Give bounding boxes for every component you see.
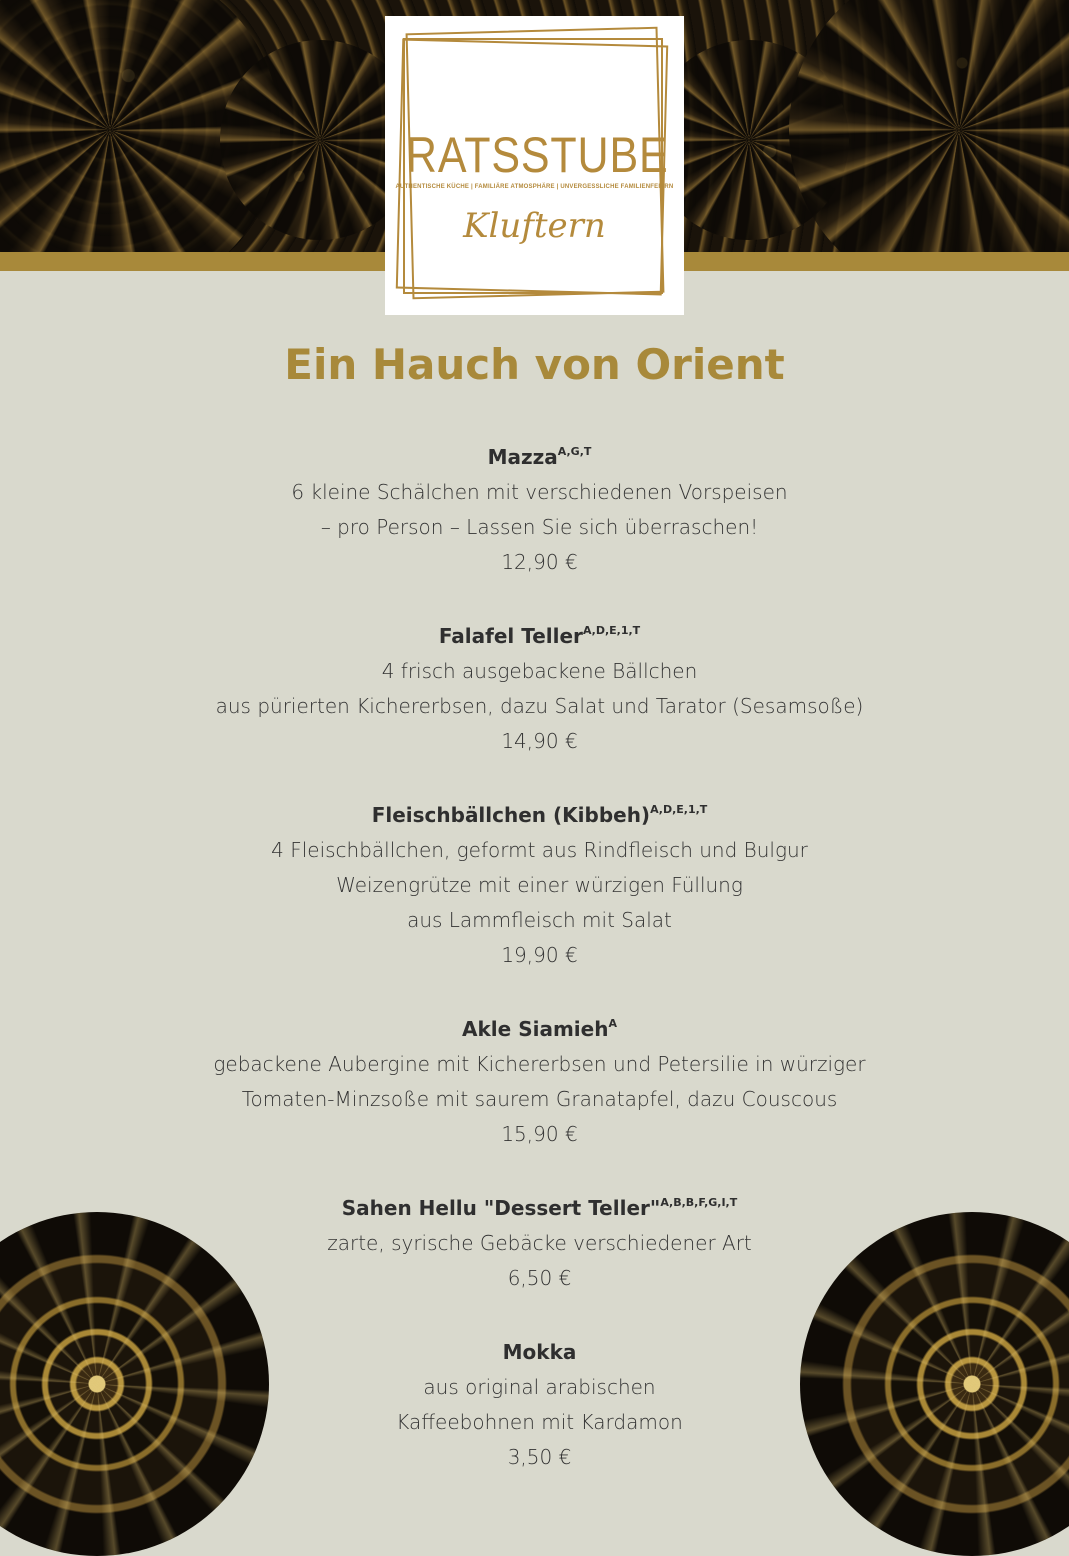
- menu-item-price: 19,90 €: [501, 943, 578, 967]
- logo: [385, 16, 684, 315]
- menu-item-name: [10, 613, 1069, 654]
- menu-item-description: 4 frisch ausgebackene Bällchen: [381, 659, 698, 683]
- menu-item-price: 12,90 €: [501, 550, 578, 574]
- allergen-codes: A,D,E,1,T: [650, 803, 708, 816]
- menu-item-price: 6,50 €: [507, 1266, 572, 1290]
- menu-item-name: [10, 1185, 1069, 1226]
- logo-script: Kluftern: [463, 206, 606, 246]
- menu-item-description: 4 Fleischbällchen, geformt aus Rindfleisch und Bulgur: [271, 838, 808, 862]
- menu-item-title: Mazza: [487, 445, 558, 469]
- ornament-right: [789, 0, 1069, 252]
- menu-item: [0, 434, 1069, 580]
- menu-item-title: Falafel Teller: [438, 624, 583, 648]
- allergen-codes: A,D,E,1,T: [582, 624, 641, 637]
- menu-item-price: 3,50 €: [507, 1445, 572, 1469]
- menu-item-title: Akle Siamieh: [462, 1017, 609, 1041]
- menu-item-description: Weizengrütze mit einer würzigen Füllung: [336, 873, 743, 897]
- menu-item-description: 6 kleine Schälchen mit verschiedenen Vorspeisen: [291, 480, 788, 504]
- menu-item-price: 15,90 €: [501, 1122, 578, 1146]
- menu-item-price: 14,90 €: [501, 729, 578, 753]
- menu-item-title: Fleischbällchen (Kibbeh): [371, 803, 651, 827]
- menu-item-name: [10, 1006, 1069, 1047]
- menu-item-description: aus original arabischen: [423, 1375, 656, 1399]
- logo-name: RATSSTUBE: [405, 127, 669, 183]
- allergen-codes: A,G,T: [557, 445, 592, 458]
- allergen-codes: A,B,B,F,G,I,T: [660, 1196, 738, 1209]
- menu-item-description: Kaffeebohnen mit Kardamon: [396, 1410, 683, 1434]
- menu-item-description: – pro Person – Lassen Sie sich überraschen!: [320, 515, 759, 539]
- menu-item-description: Tomaten-Minzsoße mit saurem Granatapfel, dazu Couscous: [241, 1087, 838, 1111]
- logo-tagline: AUTHENTISCHE KÜCHE | FAMILIÄRE ATMOSPHÄRE | UNVERGESSLICHE FAMILIENFEIERN: [395, 184, 674, 190]
- allergen-codes: A: [608, 1017, 617, 1030]
- menu-item: [0, 792, 1069, 973]
- menu-item-description: aus Lammfleisch mit Salat: [407, 908, 672, 932]
- menu-item-description: aus pürierten Kichererbsen, dazu Salat und Tarator (Sesamsoße): [215, 694, 864, 718]
- menu-item-name: [10, 434, 1069, 475]
- page-title: Ein Hauch von Orient: [284, 340, 785, 389]
- menu-item-title: Mokka: [502, 1340, 577, 1364]
- menu-item-description: gebackene Aubergine mit Kichererbsen und Petersilie in würziger: [213, 1052, 866, 1076]
- menu-item: [0, 613, 1069, 759]
- menu-item: [0, 1006, 1069, 1152]
- menu-item-description: zarte, syrische Gebäcke verschiedener Art: [327, 1231, 752, 1255]
- menu-item-name: [10, 792, 1069, 833]
- menu-item-title: Sahen Hellu "Dessert Teller": [341, 1196, 661, 1220]
